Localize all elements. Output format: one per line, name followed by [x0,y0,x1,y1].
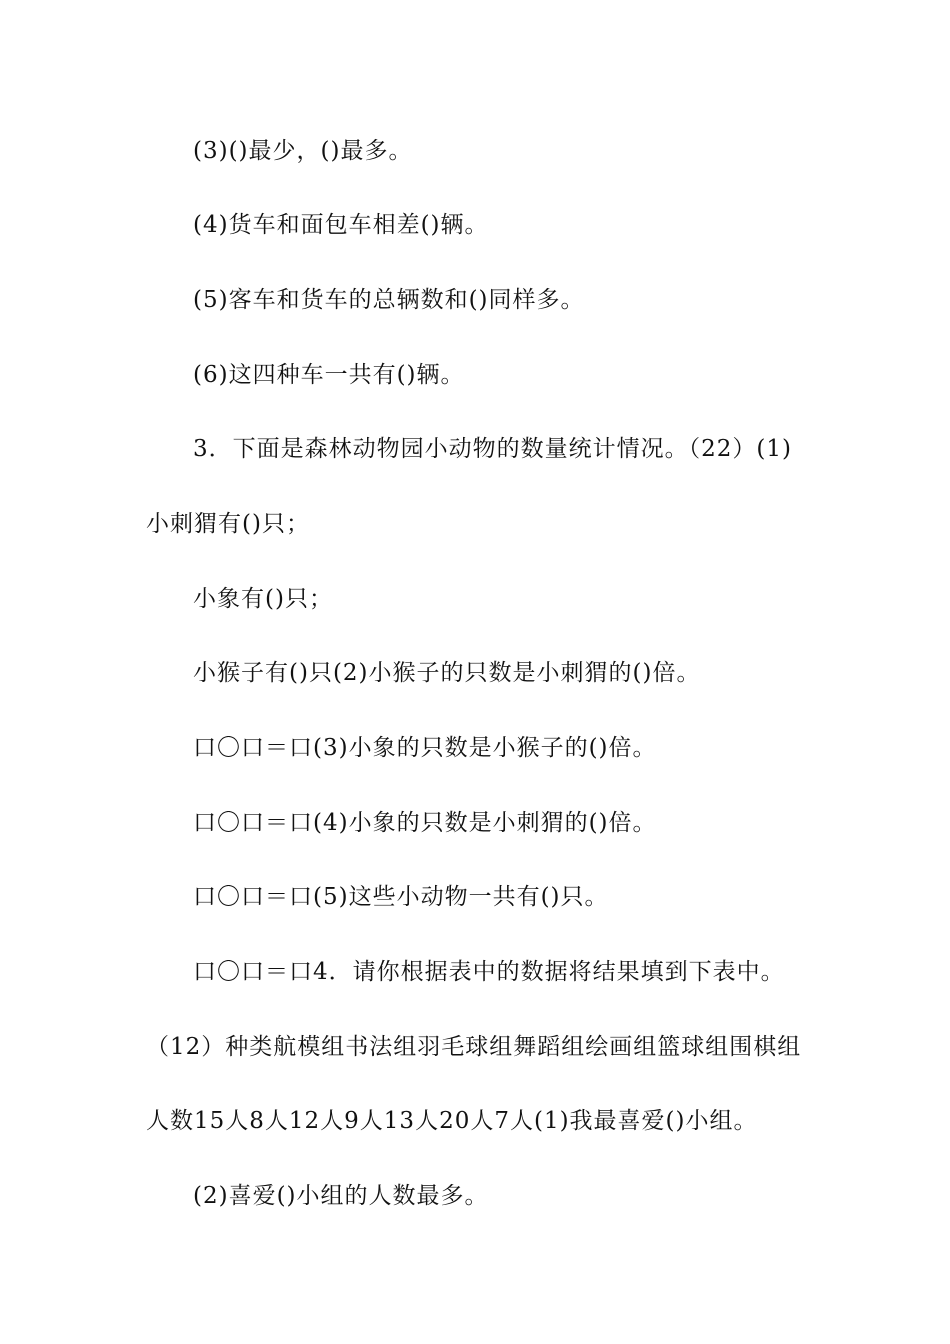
text-line-7: 小象有()只； [193,586,333,612]
text-line-10: 口〇口＝口(4)小象的只数是小刺猬的()倍。 [193,810,657,836]
text-line-9: 口〇口＝口(3)小象的只数是小猴子的()倍。 [193,735,657,761]
text-line-11: 口〇口＝口(5)这些小动物一共有()只。 [193,884,609,910]
text-line-8: 小猴子有()只(2)小猴子的只数是小刺猬的()倍。 [193,660,701,686]
text-line-3: (5)客车和货车的总辆数和()同样多。 [193,287,585,313]
text-line-2: (4)货车和面包车相差()辆。 [193,212,489,238]
text-line-13: （12）种类航模组书法组羽毛球组舞蹈组绘画组篮球组围棋组 [146,1034,802,1060]
text-line-4: (6)这四种车一共有()辆。 [193,362,465,388]
text-line-12: 口〇口＝口4．请你根据表中的数据将结果填到下表中。 [193,959,785,985]
text-line-14: 人数15人8人12人9人13人20人7人(1)我最喜爱()小组。 [146,1108,758,1134]
text-line-6: 小刺猬有()只； [146,511,310,537]
text-line-1: (3)()最少，()最多。 [193,138,413,164]
text-line-15: (2)喜爱()小组的人数最多。 [193,1183,489,1209]
text-line-5: 3．下面是森林动物园小动物的数量统计情况。（22）(1) [193,436,792,462]
